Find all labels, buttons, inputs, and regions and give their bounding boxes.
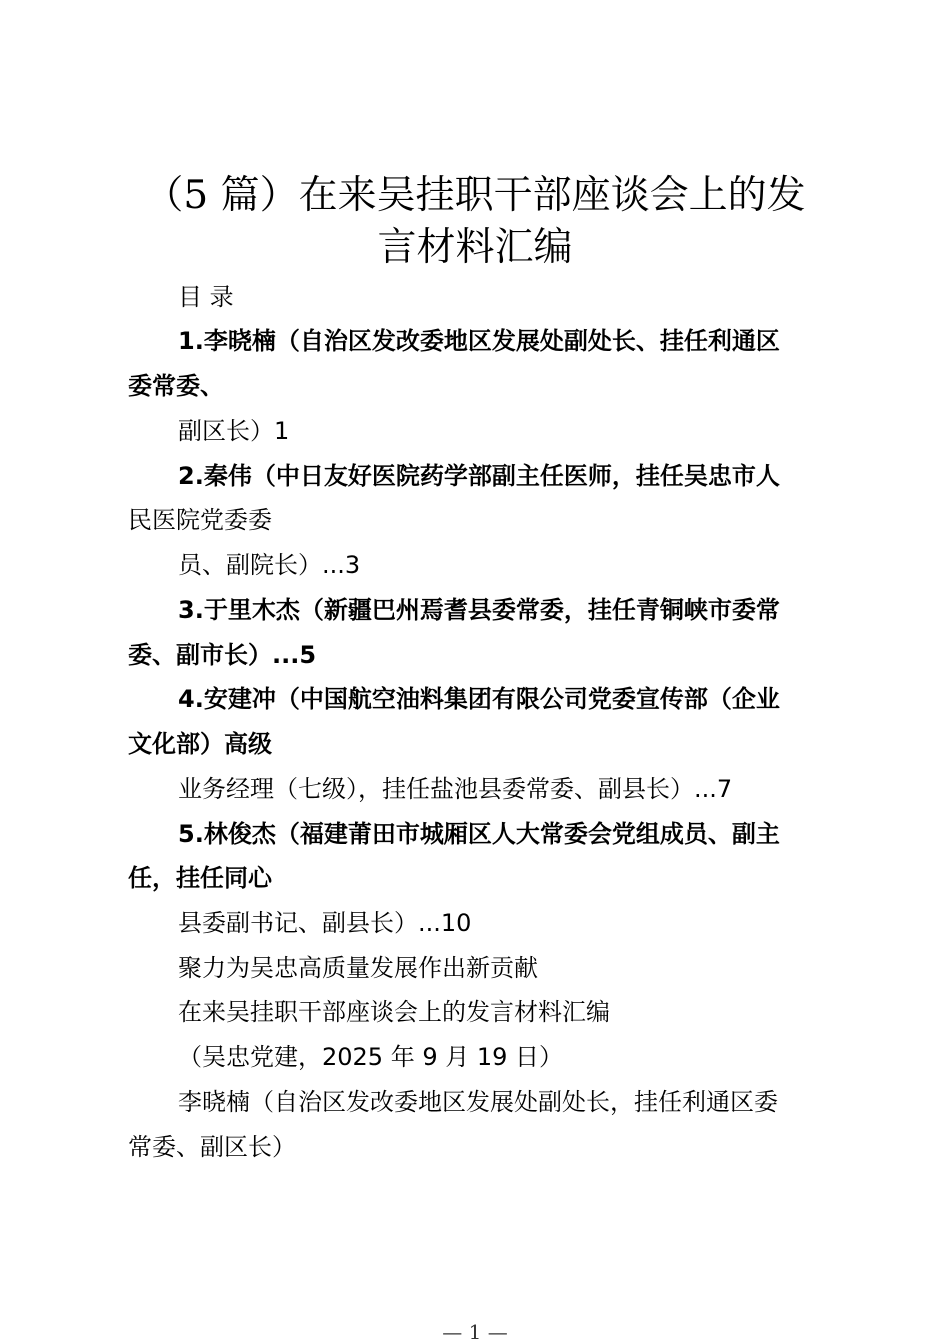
section-subtitle: 聚力为吴忠高质量发展作出新贡献 xyxy=(178,954,538,982)
toc-entry-3-line-1: 3.于里木杰（新疆巴州焉耆县委常委，挂任青铜峡市委常 xyxy=(178,596,780,624)
toc-heading: 目 录 xyxy=(178,283,234,311)
toc-entry-5-line-1: 5.林俊杰（福建莆田市城厢区人大常委会党组成员、副主 xyxy=(178,820,780,848)
toc-entry-1-line-3: 副区长）1 xyxy=(178,417,290,445)
toc-entry-1-line-1: 1.李晓楠（自治区发改委地区发展处副处长、挂任利通区 xyxy=(178,327,780,355)
toc-entry-5-line-3: 县委副书记、副县长）...10 xyxy=(178,909,472,937)
toc-entry-5-line-2: 任，挂任同心 xyxy=(128,864,272,892)
title-line-2: 言材料汇编 xyxy=(377,225,573,270)
toc-entry-4-line-2: 文化部）高级 xyxy=(128,730,272,758)
speaker-line-1: 李晓楠（自治区发改委地区发展处副处长，挂任利通区委 xyxy=(178,1088,778,1116)
toc-entry-4-line-1: 4.安建冲（中国航空油料集团有限公司党委宣传部（企业 xyxy=(178,685,780,713)
title-line-1: （5 篇）在来吴挂职干部座谈会上的发 xyxy=(144,173,806,218)
toc-entry-4-line-3: 业务经理（七级），挂任盐池县委常委、副县长）...7 xyxy=(178,775,733,803)
page-title xyxy=(120,170,830,274)
section-subtitle-2: 在来吴挂职干部座谈会上的发言材料汇编 xyxy=(178,998,610,1026)
toc-entry-2-line-1: 2.秦伟（中日友好医院药学部副主任医师，挂任吴忠市人 xyxy=(178,462,780,490)
speaker-line-2: 常委、副区长） xyxy=(128,1133,296,1161)
toc-entry-2-line-2: 民医院党委委 xyxy=(128,506,272,534)
source-line: （吴忠党建，2025 年 9 月 19 日） xyxy=(178,1043,564,1071)
toc-entry-3-line-2: 委、副市长）...5 xyxy=(128,641,317,669)
toc-entry-1-line-2: 委常委、 xyxy=(128,372,224,400)
toc-entry-2-line-3: 员、副院长）...3 xyxy=(178,551,361,579)
page-number: — 1 — xyxy=(442,1320,508,1344)
